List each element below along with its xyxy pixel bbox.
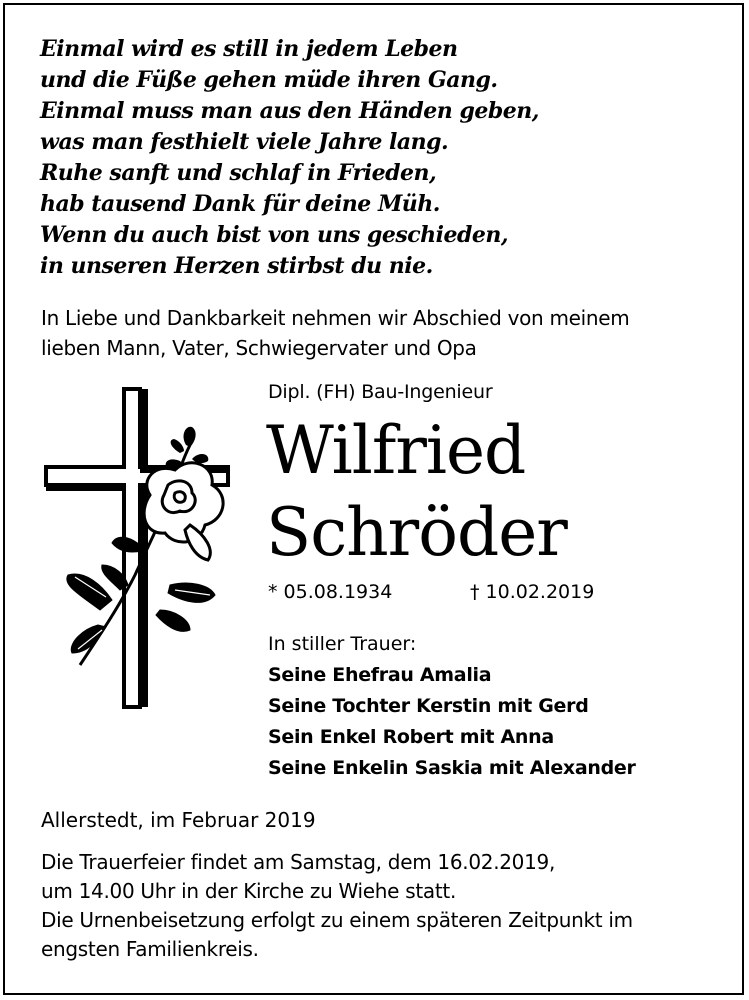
family-member: Sein Enkel Robert mit Anna [268,726,554,748]
intro-line: In Liebe und Dankbarkeit nehmen wir Abschied von meinem [41,306,630,330]
family-list [268,660,636,784]
service-line: Die Trauerfeier findet am Samstag, dem 16.02.2019, [41,850,556,874]
poem-line: Einmal wird es still in jedem Leben [40,36,458,62]
service-line: engsten Familienkreis. [41,937,259,961]
poem-line: Wenn du auch bist von uns geschieden, [40,222,509,248]
poem-line: Einmal muss man aus den Händen geben, [40,98,539,124]
family-member: Seine Tochter Kerstin mit Gerd [268,695,589,717]
family-member: Seine Enkelin Saskia mit Alexander [268,757,636,779]
mourning-label: In stiller Trauer: [268,633,417,655]
service-info [41,848,633,964]
poem-line: und die Füße gehen müde ihren Gang. [40,67,498,93]
cross-with-rose-icon [40,385,240,715]
deceased-last-name: Schröder [266,494,567,571]
death-date: † 10.02.2019 [470,581,595,603]
family-member: Seine Ehefrau Amalia [268,664,492,686]
birth-date: * 05.08.1934 [268,581,393,603]
deceased-title: Dipl. (FH) Bau-Ingenieur [268,381,493,403]
service-line: Die Urnenbeisetzung erfolgt zu einem späteren Zeitpunkt im [41,908,633,932]
service-line: um 14.00 Uhr in der Kirche zu Wiehe statt. [41,879,457,903]
poem-line: Ruhe sanft und schlaf in Frieden, [40,160,437,186]
intro-line: lieben Mann, Vater, Schwiegervater und Opa [41,336,477,360]
poem-line: hab tausend Dank für deine Müh. [40,191,440,217]
poem-line: in unseren Herzen stirbst du nie. [40,253,433,279]
deceased-first-name: Wilfried [266,412,526,489]
place-date: Allerstedt, im Februar 2019 [41,808,316,832]
poem-line: was man festhielt viele Jahre lang. [40,129,449,155]
intro-text [41,303,721,363]
poem [40,34,539,282]
